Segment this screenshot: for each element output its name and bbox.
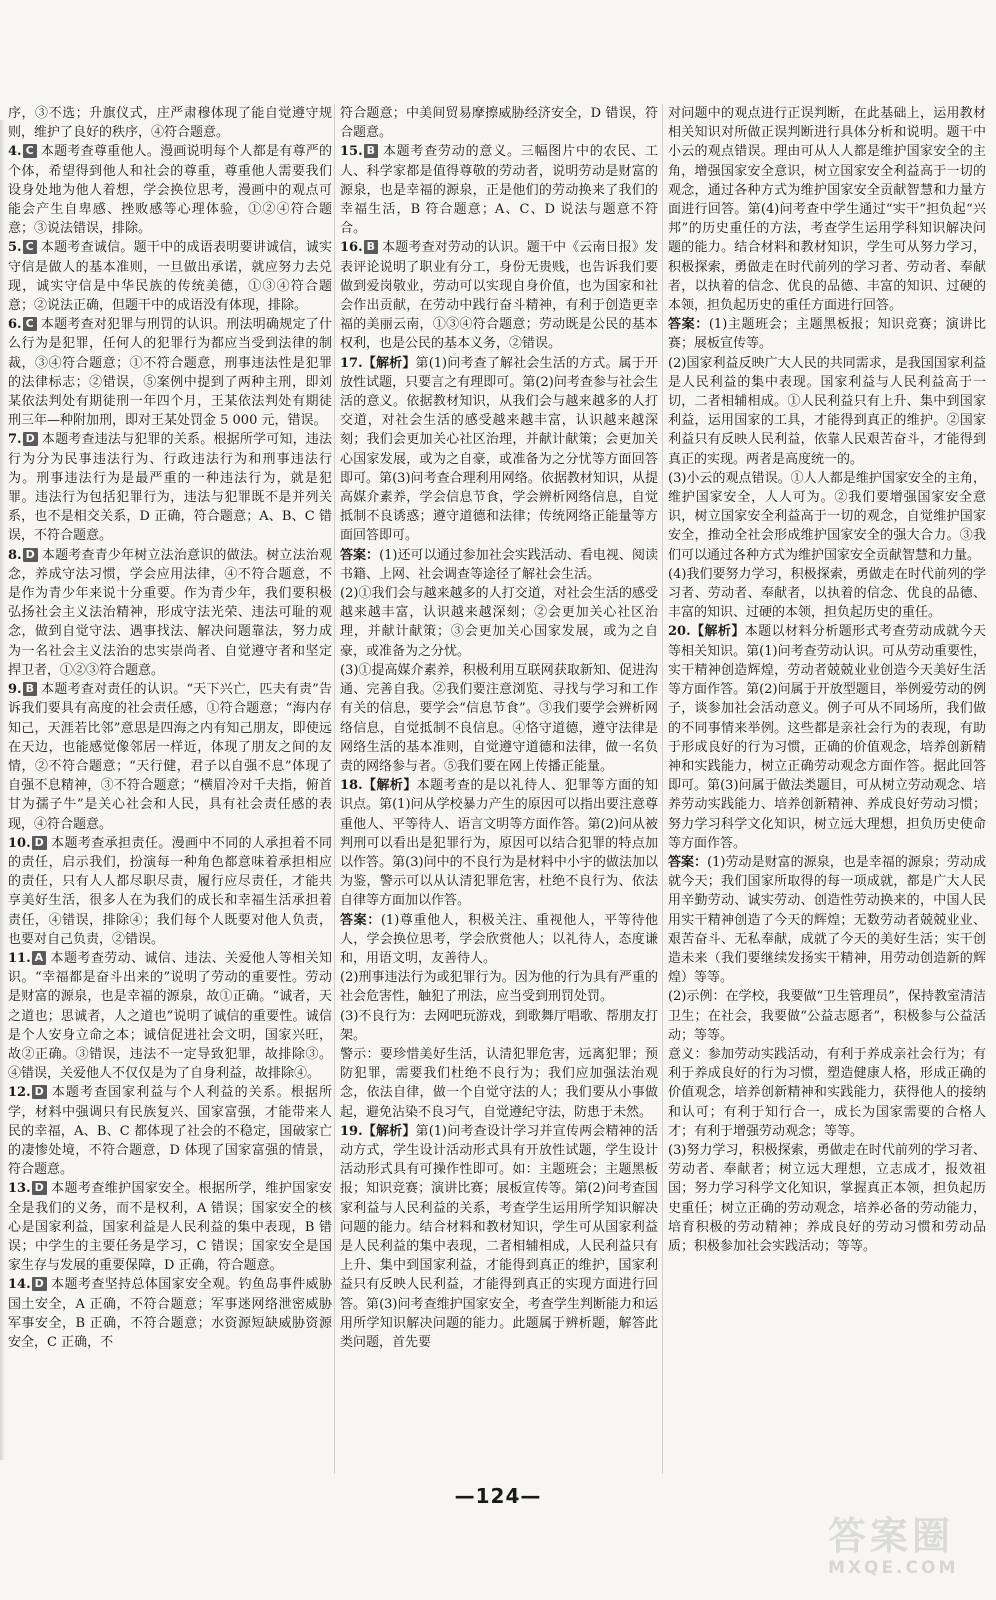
answer-text: 本题考查对责任的认识。“天下兴亡，匹夫有责”告诉我们要具有高度的社会责任感，①符合题意；“海内存知己，天涯若比邻”意思是四海之内有知己朋友，即使远在天边，也能感觉像邻居一样近，体现了朋友之间的友情，②不符合题意；“天行健，君子以自强不息”体现了自强不息精神，③不符合题意；“横眉冷对千夫指，俯首甘为孺子牛”是关心社会和人民，具有社会责任感的表现，④符合题意。	[8, 682, 332, 832]
answer-item	[8, 1275, 332, 1352]
question-number: 4.	[8, 144, 22, 160]
answer-paragraph	[340, 546, 658, 584]
answer-text: 本题考查维护国家安全。根据所学，维护国家安全是我们的义务，而不是权利，A 错误；国家安全的核心是国家利益，国家利益是人民利益的集中表现，B 错误；中学生的主要任务是学习，C 错误；国家安全是国家生存与发展的重要保障，D 正确，符合题意。	[8, 1181, 332, 1274]
answer-paragraph	[668, 354, 986, 469]
watermark-logo	[828, 1514, 978, 1576]
answer-item	[340, 354, 658, 546]
answer-paragraph	[340, 1045, 658, 1122]
answer-text: (1)尊重他人，积极关注、重视他人，平等待他人，学会换位思考，学会欣赏他人；以礼待人，态度谦和，用语文明，友善待人。	[340, 912, 658, 966]
answer-text: 本题考查青少年树立法治意识的做法。树立法治观念，养成守法习惯，学会应用法律，④不符合题意，不是作为青少年来说十分重要。作为青少年，我们要积极弘扬社会主义法治精神，形成守法光荣、违法可耻的观念，做到自觉守法、遇事找法、解决问题靠法，努力成为一名社会主义法治的忠实崇尚者、自觉遵守者和坚定捍卫者，①②③符合题意。	[8, 547, 332, 678]
answer-choice-badge: C	[23, 317, 37, 331]
answer-text: (1)还可以通过参加社会实践活动、看电视、阅读书籍、上网、社会调查等途径了解社会生活。	[340, 547, 658, 582]
answer-item	[340, 1122, 658, 1352]
column-middle	[340, 104, 658, 1474]
analysis-tag: 【解析】	[690, 624, 745, 640]
answer-text: 符合题意；中美间贸易摩擦威胁经济安全，D 错误，符合题意。	[340, 106, 658, 141]
answer-choice-badge: D	[32, 1277, 47, 1291]
answer-text: (2)①我们会与越来越多的人打交道，对社会生活的感受越来越丰富，认识越来越深刻；②会更加关心社区治理，并献计献策；③会更加关心国家发展，或为之自豪，或准备为之分忧。	[340, 586, 658, 659]
answer-choice-badge: B	[23, 682, 37, 696]
answer-item	[8, 315, 332, 430]
answer-paragraph	[340, 911, 658, 969]
answer-text: (3)不良行为：去网吧玩游戏，到歌舞厅唱歌、帮朋友打架。	[340, 1008, 658, 1043]
answer-item	[8, 238, 332, 315]
answer-paragraph	[668, 1141, 986, 1256]
question-number: 7.	[8, 432, 22, 448]
answer-text: (3)努力学习，积极探索，勇做走在时代前列的学习者、劳动者、奉献者；树立远大理想，立志成才，报效祖国；努力学习科学文化知识，掌握真正本领，担负起历史重任；树立正确的劳动观念，培养必备的劳动能力，培育积极的劳动精神；养成良好的劳动习惯和劳动品质；积极参加社会实践活动；等等。	[668, 1142, 986, 1254]
watermark-title: 答案圈	[828, 1514, 955, 1558]
answer-text: 第(1)问考查设计学习并宣传两会精神的活动方式，学生设计活动形式具有开放性试题，学生设计活动形式具有可操作性即可。如：主题班会；主题黑板报；知识竞赛；演讲比赛；展板宣传等。第(2)问考查国家利益与人民利益的关系，考查学生运用所学知识解决问题的能力。结合材料和教材知识，学生可从国家利益是人民利益的集中表现，二者相辅相成，人民利益只有上升、集中到国家利益，才能得到真正的维护，国家利益只有反映人民利益，才能得到真正的实现方面进行回答。第(3)问考查维护国家安全，考查学生判断能力和运用所学知识解决问题的能力。此题属于辨析题，解答此类问题，首先要	[340, 1123, 658, 1350]
answer-text: 第(1)问考查了解社会生活的方式。属于开放性试题，只要言之有理即可。第(2)问考查参与社会生活的意义。依据教材知识，从我们会与越来越多的人打交道，对社会生活的感受越来越丰富，认识越来越深刻；我们会更加关心社区治理，并献计献策；会更加关心国家发展，或为之自豪，或准备为之分忧等方面回答即可。第(3)问考查合理利用网络。依据教材知识，从提高媒介素养，学会信息节食，学会辨析网络信息，自觉抵制不良诱惑；遵守道德和法律；传统网络正能量等方面回答即可。	[340, 355, 658, 544]
answer-paragraph	[668, 565, 986, 623]
page-number: —124—	[454, 1484, 542, 1508]
answer-text: (3)①提高媒介素养，积极利用互联网获取新知、促进沟通、完善自我。②我们要注意浏览、寻找与学习和工作有关的信息，要学会“信息节食”。③我们要学会辨析网络信息，自觉抵制不良信息。④恪守道德，遵守法律是网络生活的基本准则，自觉遵守道德和法律，做一名负责的网络参与者。⑤我们要在网上传播正能量。	[340, 662, 658, 774]
answer-paragraph	[668, 853, 986, 987]
answer-text: 本题考查国家利益与个人利益的关系。根据所学，材料中强调只有民族复兴、国家富强，才能带来人民的幸福，A、B、C 都体现了社会的不稳定，国破家亡的凄惨处境，不符合题意，D 体现了国家富强的情景，符合题意。	[8, 1085, 332, 1178]
analysis-tag: 【解析】	[362, 1123, 416, 1139]
watermark-url: MXQE.COM	[828, 1558, 959, 1578]
answer-item	[340, 776, 658, 910]
answer-item	[8, 949, 332, 1083]
answer-text: (1)劳动是财富的源泉，也是幸福的源泉；劳动成就今天；我们国家所取得的每一项成就，都是广大人民用辛勤劳动、诚实劳动、创造性劳动换来的，中国人民用实干精神创造了今天的辉煌；无数劳动者兢兢业业、艰苦奋斗、无私奉献，成就了今天的美好生活；实干创造未来（我们要继续发扬实干精神，用劳动创造新的辉煌）等等。	[668, 854, 986, 986]
binding-shadow	[0, 120, 5, 1460]
answer-label: 答案：	[668, 317, 709, 333]
answer-paragraph	[340, 661, 658, 776]
question-number: 5.	[8, 240, 22, 256]
column-divider	[662, 104, 663, 1474]
question-number: 15.	[340, 144, 363, 160]
answer-text: 本题考查劳动的意义。三幅图片中的农民、工人、科学家都是值得尊敬的劳动者，说明劳动是财富的源泉，也是幸福的源泉，正是他们的劳动换来了我们的幸福生活，B 符合题意；A、C、D 说法与题意不符合。	[340, 144, 658, 237]
question-number: 10.	[8, 835, 31, 851]
answer-label: 答案：	[668, 854, 708, 870]
analysis-tag: 【解析】	[362, 355, 416, 371]
answer-choice-badge: D	[32, 836, 47, 850]
answer-paragraph	[668, 987, 986, 1045]
question-number: 19.	[340, 1123, 363, 1139]
answer-text: (2)国家利益反映广大人民的共同需求，是我国国家利益是人民利益的集中表现。国家利益与人民利益高于一切，二者相辅相成。①人民利益只有上升、集中到国家利益，运用国家的工具，才能得到真正的维护。②国家利益只有反映人民利益，依靠人民艰苦奋斗，才能得到真正的实现。两者是高度统一的。	[668, 355, 986, 467]
answer-choice-badge: C	[23, 240, 37, 254]
question-number: 17.	[340, 355, 363, 371]
answer-paragraph	[340, 1007, 658, 1045]
answer-text: 本题考查尊重他人。漫画说明每个人都是有尊严的个体，希望得到他人和社会的尊重，尊重他人需要我们设身处地为他人着想，学会换位思考，漫画中的观点可能会产生自卑感、挫败感等心理体验，①②④符合题意；③说法错误，排除。	[8, 144, 332, 237]
answer-paragraph	[8, 104, 332, 142]
answer-item	[8, 834, 332, 949]
answer-choice-badge: B	[364, 240, 378, 254]
answer-text: (1)主题班会；主题黑板报；知识竞赛；演讲比赛；展板宣传等。	[668, 317, 986, 352]
analysis-tag: 【解析】	[362, 778, 417, 794]
question-number: 11.	[8, 950, 31, 966]
column-right	[668, 104, 986, 1474]
question-number: 12.	[8, 1085, 31, 1101]
answer-paragraph	[340, 968, 658, 1006]
column-divider	[334, 104, 335, 1474]
answer-text: 序，③不选；升旗仪式，庄严肃穆体现了能自觉遵守规则，维护了良好的秩序，④符合题意。	[8, 106, 332, 141]
answer-text: (2)刑事违法行为或犯罪行为。因为他的行为具有严重的社会危害性，触犯了刑法，应当受到刑罚处罚。	[340, 970, 658, 1005]
question-number: 14.	[8, 1277, 31, 1293]
answer-item	[8, 546, 332, 680]
answer-item	[8, 430, 332, 545]
answer-text: 本题考查违法与犯罪的关系。根据所学可知，违法行为分为民事违法行为、行政违法行为和刑事违法行为。刑事违法行为是最严重的一种违法行为，就是犯罪。违法行为包括犯罪行为，违法与犯罪既不是并列关系，也不是相交关系，D 正确，符合题意；A、B、C 错误，不符合题意。	[8, 432, 332, 544]
answer-text: 本题以材料分析题形式考查劳动成就今天等相关知识。第(1)问考查劳动认识。可从劳动重要性，实干精神创造辉煌，劳动者兢兢业业创造今天美好生活等方面作答。第(2)问属于开放型题目，举例爱劳动的例子，谈参加社会活动意义。例子可从不同场所，我们做的不同事情来举例。这些都是亲社会行为的表现，有助于形成良好的行为习惯，正确的价值观念，培养创新精神和实践能力，树立正确劳动观念方面作答。据此回答即可。第(3)问属于做法类题目，可从树立劳动观念、培养劳动实践能力、培养创新精神、养成良好劳动习惯；努力学习科学文化知识，树立远大理想，担负历史使命等方面作答。	[668, 624, 986, 851]
question-number: 13.	[8, 1181, 31, 1197]
answer-text: 意义：参加劳动实践活动，有利于养成亲社会行为；有利于养成良好的行为习惯，塑造健康人格，形成正确的价值观念，培养创新精神和实践能力，获得他人的接纳和认可；有利于知行合一，成长为国家需要的合格人才；有利于增强劳动观念；等等。	[668, 1046, 986, 1139]
answer-paragraph	[340, 104, 658, 142]
answer-text: (3)小云的观点错误。①人人都是维护国家安全的主角，维护国家安全，人人可为。②我们要增强国家安全意识，树立国家安全利益高于一切的观念，自觉维护国家安全，推动全社会形成维护国家安全的强大合力。③我们可以通过各种方式为维护国家安全贡献智慧和力量。	[668, 470, 986, 563]
answer-choice-badge: D	[23, 548, 38, 562]
answer-item	[8, 680, 332, 834]
answer-label: 答案：	[340, 912, 381, 928]
answer-text: 本题考查的是以礼待人、犯罪等方面的知识点。第(1)问从学校暴力产生的原因可以指出要注意尊重他人、平等待人、语言文明等方面作答。第(2)问从被判刑可以看出是犯罪行为，原因可以结合犯罪的特点加以作答。第(3)问中的不良行为是材料中小宇的做法加以为鉴，警示可以从认清犯罪危害，杜绝不良行为、依法自律等方面加以作答。	[340, 778, 658, 909]
answer-choice-badge: B	[364, 144, 378, 158]
answer-text: 本题考查坚持总体国家安全观。钓鱼岛事件威胁国土安全，A 正确，不符合题意；军事迷网络泄密威胁军事安全，B 正确，不符合题意；水资源短缺威胁资源安全，C 正确，不	[8, 1277, 332, 1350]
answer-choice-badge: C	[23, 144, 37, 158]
answer-text: 警示：要珍惜美好生活，认清犯罪危害，远离犯罪；预防犯罪，需要我们杜绝不良行为；我们应加强法治观念，依法自律，做一个自觉守法的人；我们要从小事做起，避免沾染不良习气，自觉遵纪守法，防患于未然。	[340, 1046, 658, 1120]
question-number: 18.	[340, 778, 363, 794]
answer-paragraph	[668, 104, 986, 315]
column-left	[8, 104, 332, 1474]
answer-item	[8, 1179, 332, 1275]
answer-choice-badge: A	[32, 951, 47, 965]
question-number: 6.	[8, 317, 22, 333]
answer-choice-badge: D	[32, 1085, 47, 1099]
question-number: 8.	[8, 547, 22, 563]
question-number: 16.	[340, 240, 363, 256]
answer-paragraph	[668, 469, 986, 565]
answer-paragraph	[340, 584, 658, 661]
answer-item	[340, 238, 658, 353]
answer-paragraph	[668, 1045, 986, 1141]
answer-text: (4)我们要努力学习，积极探索，勇做走在时代前列的学习者、劳动者、奉献者，以执着的信念、优良的品德、丰富的知识、过硬的本领，担负起历史的重任。	[668, 566, 986, 621]
answer-text: 本题考查承担责任。漫画中不同的人承担着不同的责任，启示我们，扮演每一种角色都意味着承担相应的责任，只有人人都尽职尽责，履行应尽责任，才能共享美好生活，很多人在为我们的成长和幸福生活承担着责任，④错误，排除④；我们每个人既要对他人负责，也要对自己负责，②错误。	[8, 835, 332, 947]
answer-choice-badge: D	[23, 432, 38, 446]
answer-paragraph	[668, 315, 986, 353]
answer-item	[8, 142, 332, 238]
answer-text: 本题考查对劳动的认识。题干中《云南日报》发表评论说明了职业有分工，身份无贵贱，也告诉我们要做到爱岗敬业，劳动可以实现自身价值，也为国家和社会作出贡献，在劳动中践行奋斗精神，有利于创造更幸福的美丽云南，①③④符合题意；劳动既是公民的基本权利，也是公民的基本义务，②错误。	[340, 240, 658, 352]
answer-item	[668, 622, 986, 852]
question-number: 20.	[668, 624, 691, 640]
answer-text: 本题考查对犯罪与刑罚的认识。刑法明确规定了什么行为是犯罪，任何人的犯罪行为都应当受到法律的制裁，③④符合题意；①不符合题意，刑事违法性是犯罪的法律标志；②错误，⑤案例中提到了两种主刑，即刘某依法判处有期徒刑一年四个月，王某依法判处有期徒刑三年—种附加刑，即对王某处罚金 5 000 元，错误。	[8, 317, 332, 429]
answer-text: 本题考查劳动、诚信、违法、关爱他人等相关知识。“幸福都是奋斗出来的”说明了劳动的重要性。劳动是财富的源泉，也是幸福的源泉，故①正确。“诚者，天之道也；思诚者，人之道也”说明了诚信的重要性。诚信是个人安身立命之本；诚信促进社会文明，国家兴旺，故②正确。③错误，违法不一定导致犯罪，故排除③。④错误，关爱他人不仅仅是为了自身利益，故排除④。	[8, 950, 332, 1082]
answer-label: 答案：	[340, 547, 380, 563]
answer-text: 对问题中的观点进行正误判断，在此基础上，运用教材相关知识对所做正误判断进行具体分析和说明。题干中小云的观点错误。理由可从人人都是维护国家安全的主角，增强国家安全意识，树立国家安全利益高于一切的观念，通过各种方式为维护国家安全贡献智慧和力量方面进行回答。第(4)问考查中学生通过“实干”担负起“兴邦”的历史重任的方法，考查学生运用学科知识解决问题的能力。结合材料和教材知识，学生可从努力学习，积极探索，勇做走在时代前列的学习者、劳动者、奉献者，以执着的信念、优良的品德、丰富的知识、过硬的本领，担负起历史的重任方面进行回答。	[668, 106, 986, 314]
question-number: 9.	[8, 682, 22, 698]
answer-text: (2)示例：在学校，我要做“卫生管理员”，保持教室清洁卫生；在社会，我要做“公益志愿者”，积极参与公益活动；等等。	[668, 989, 986, 1043]
answer-item	[8, 1083, 332, 1179]
answer-choice-badge: D	[32, 1181, 47, 1195]
answer-item	[340, 142, 658, 238]
answer-text: 本题考查诚信。题干中的成语表明要讲诚信，诚实守信是做人的基本准则，一旦做出承诺，就应努力去兑现，诚实守信是中华民族的传统美德，①③④符合题意；②说法正确，但题干中的成语没有体现，排除。	[8, 240, 332, 314]
